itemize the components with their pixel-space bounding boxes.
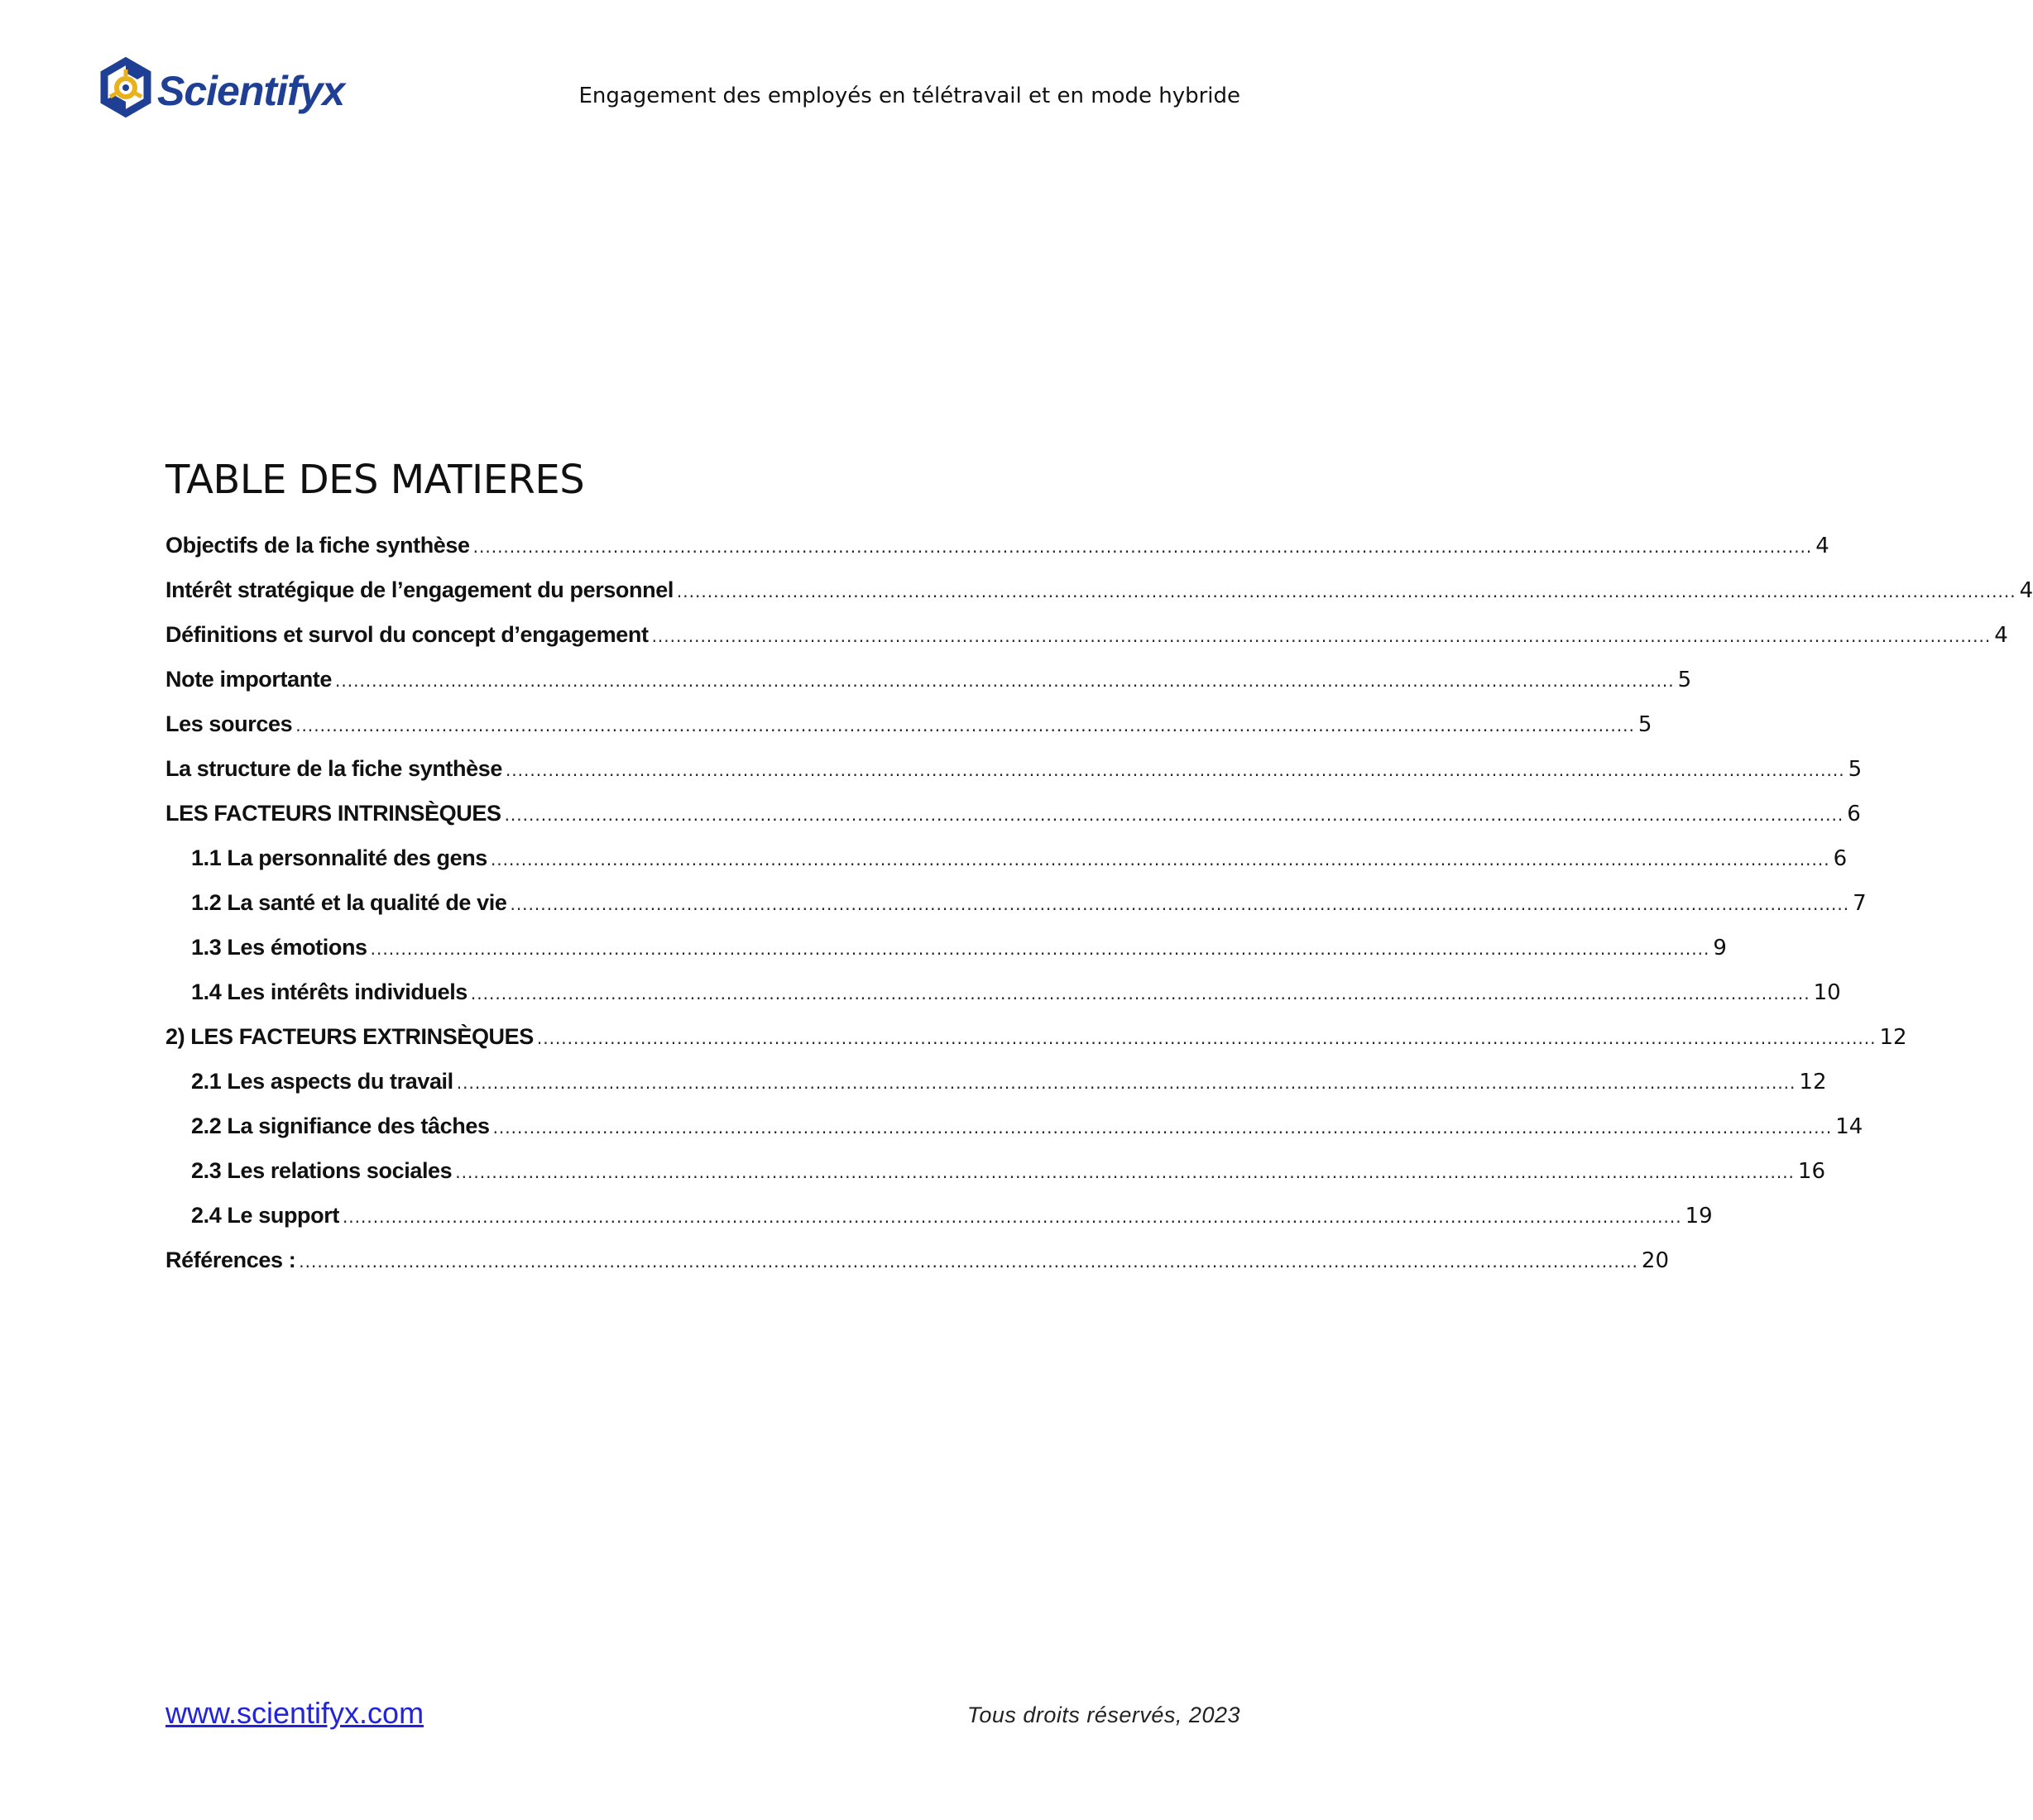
toc-entry-page: 5	[1848, 757, 1863, 782]
toc-entry-page: 5	[1677, 668, 1692, 692]
toc-entry-page: 10	[1813, 980, 1841, 1005]
toc-entry-label: Objectifs de la fiche synthèse	[165, 533, 470, 558]
toc-entry-page: 4	[1994, 623, 2008, 648]
toc-entry[interactable]	[165, 1238, 1670, 1282]
brand-logo	[98, 58, 344, 123]
toc-entry[interactable]	[165, 568, 2033, 612]
toc-entry[interactable]	[165, 1104, 1863, 1148]
toc-entry-label: 1.1 La personnalité des gens	[191, 845, 487, 870]
toc-leader: ............................................................................................................................................................................................................................	[536, 1028, 1877, 1048]
toc-entry[interactable]	[165, 791, 1861, 836]
toc-leader: ............................................................................................................................................................................................................................	[676, 582, 2016, 601]
toc-entry[interactable]	[165, 1059, 1827, 1104]
toc-entry-label: 2.1 Les aspects du travail	[191, 1069, 453, 1094]
toc-leader: ............................................................................................................................................................................................................................	[299, 1252, 1638, 1272]
toc-leader: ............................................................................................................................................................................................................................	[470, 984, 1810, 1003]
toc-entry[interactable]	[165, 880, 1867, 925]
toc-entry-label: Note importante	[165, 667, 333, 692]
toc-entry-page: 4	[2019, 578, 2033, 603]
toc-entry-page: 16	[1797, 1159, 1826, 1184]
toc-leader: ............................................................................................................................................................................................................................	[504, 805, 1844, 825]
toc-entry[interactable]	[165, 1014, 1907, 1059]
toc-entry[interactable]	[165, 702, 1652, 746]
toc-leader: ............................................................................................................................................................................................................................	[472, 537, 1813, 557]
website-link[interactable]: www.scientifyx.com	[165, 1696, 424, 1730]
toc-entry-label: 1.2 La santé et la qualité de vie	[191, 890, 507, 915]
toc-entry-label: La structure de la fiche synthèse	[165, 756, 502, 781]
toc-leader: ............................................................................................................................................................................................................................	[295, 716, 1635, 735]
toc-entry-page: 6	[1833, 846, 1848, 871]
toc-leader: ............................................................................................................................................................................................................................	[510, 894, 1850, 914]
toc-leader: ............................................................................................................................................................................................................................	[651, 626, 1992, 646]
toc-leader: ............................................................................................................................................................................................................................	[492, 1118, 1833, 1138]
copyright-notice: Tous droits réservés, 2023	[966, 1703, 1240, 1727]
toc-entry[interactable]	[165, 657, 1692, 702]
toc-leader: ............................................................................................................................................................................................................................	[335, 671, 1675, 691]
toc-entry[interactable]	[165, 970, 1841, 1014]
toc-leader: ............................................................................................................................................................................................................................	[455, 1162, 1795, 1182]
toc-entry-label: Les sources	[165, 711, 293, 736]
toc-entry-label: 2) LES FACTEURS EXTRINSÈQUES	[165, 1024, 534, 1049]
toc-entry[interactable]	[165, 925, 1727, 970]
toc-leader: ............................................................................................................................................................................................................................	[505, 760, 1845, 780]
toc-leader: ............................................................................................................................................................................................................................	[490, 850, 1830, 869]
toc-entry-page: 5	[1637, 712, 1652, 737]
toc-entry-page: 12	[1879, 1025, 1907, 1050]
toc-entry[interactable]	[165, 836, 1848, 880]
document-title: Engagement des employés en télétravail et en mode hybride	[578, 84, 1240, 108]
toc-entry-page: 19	[1685, 1204, 1713, 1228]
toc-entry-page: 4	[1815, 534, 1829, 558]
toc-entry-page: 20	[1641, 1248, 1670, 1273]
table-of-contents	[165, 523, 2033, 1282]
toc-entry-label: 2.3 Les relations sociales	[191, 1158, 453, 1183]
toc-entry-page: 7	[1853, 891, 1867, 916]
toc-entry[interactable]	[165, 1193, 1713, 1238]
toc-leader: ............................................................................................................................................................................................................................	[456, 1073, 1796, 1093]
toc-leader: ............................................................................................................................................................................................................................	[370, 939, 1710, 959]
toc-entry-label: 2.2 La signifiance des tâches	[191, 1114, 490, 1138]
toc-leader: ............................................................................................................................................................................................................................	[342, 1207, 1682, 1227]
hexagon-molecule-logo-icon	[98, 58, 154, 123]
toc-entry-label: 1.4 Les intérêts individuels	[191, 979, 467, 1004]
toc-entry-label: 1.3 Les émotions	[191, 935, 367, 960]
toc-entry-label: Références :	[165, 1248, 296, 1272]
toc-entry-page: 14	[1835, 1114, 1863, 1139]
toc-entry[interactable]	[165, 746, 1863, 791]
toc-entry[interactable]	[165, 523, 1829, 568]
toc-entry-page: 12	[1799, 1070, 1827, 1094]
toc-heading: TABLE DES MATIERES	[165, 457, 585, 503]
toc-entry-page: 9	[1713, 936, 1727, 960]
toc-entry-page: 6	[1847, 802, 1861, 826]
logo-text: Scientifyx	[157, 67, 345, 114]
toc-entry[interactable]	[165, 612, 2008, 657]
toc-entry-label: Intérêt stratégique de l’engagement du personnel	[165, 577, 674, 602]
toc-entry-label: Définitions et survol du concept d’engagement	[165, 622, 649, 647]
toc-entry-label: 2.4 Le support	[191, 1203, 339, 1228]
toc-entry[interactable]	[165, 1148, 1826, 1193]
toc-entry-label: LES FACTEURS INTRINSÈQUES	[165, 801, 501, 826]
